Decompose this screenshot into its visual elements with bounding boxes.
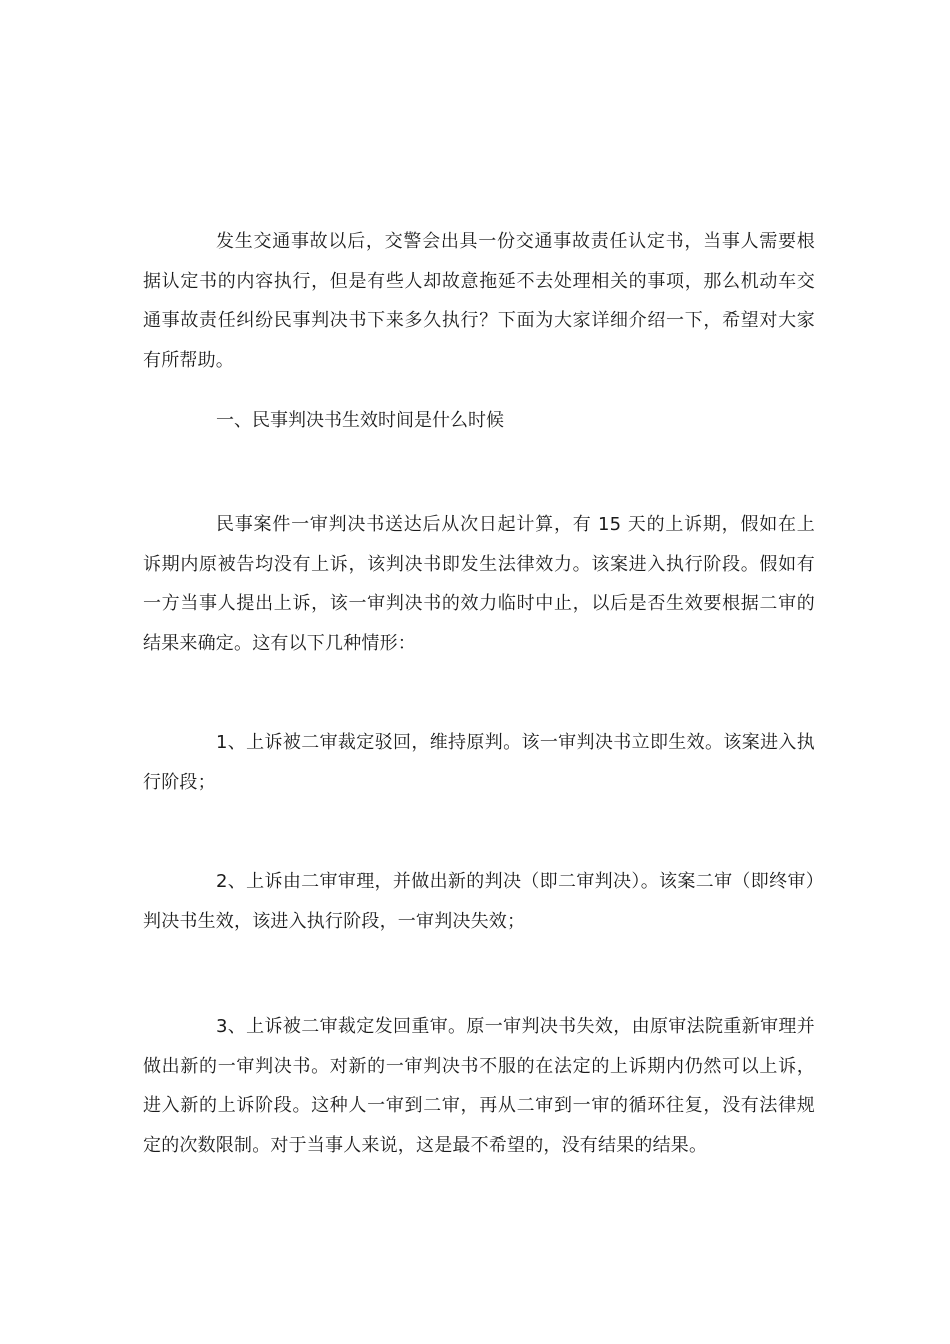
- intro-paragraph: 发生交通事故以后，交警会出具一份交通事故责任认定书，当事人需要根据认定书的内容执行，但是有些人却故意拖延不去处理相关的事项，那么机动车交通事故责任纠纷民事判决书下来多久执行？下面为大家详细介绍一下，希望对大家有所帮助。: [143, 231, 815, 371]
- section-heading: 一、民事判决书生效时间是什么时候: [216, 410, 504, 431]
- list-item-1: 1、上诉被二审裁定驳回，维持原判。该一审判决书立即生效。该案进入执行阶段；: [143, 732, 815, 793]
- list-item-3: 3、上诉被二审裁定发回重审。原一审判决书失效，由原审法院重新审理并做出新的一审判决书。对新的一审判决书不服的在法定的上诉期内仍然可以上诉，进入新的上诉阶段。这种人一审到二审，再从二审到一审的循环往复，没有法律规定的次数限制。对于当事人来说，这是最不希望的，没有结果的结果。: [143, 1016, 815, 1156]
- body-paragraph: 民事案件一审判决书送达后从次日起计算，有 15 天的上诉期，假如在上诉期内原被告均没有上诉，该判决书即发生法律效力。该案进入执行阶段。假如有一方当事人提出上诉，该一审判决书的效力临时中止，以后是否生效要根据二审的结果来确定。这有以下几种情形：: [143, 514, 815, 654]
- list-item-2: 2、上诉由二审审理，并做出新的判决（即二审判决）。该案二审（即终审）判决书生效，该进入执行阶段，一审判决失效；: [143, 871, 815, 932]
